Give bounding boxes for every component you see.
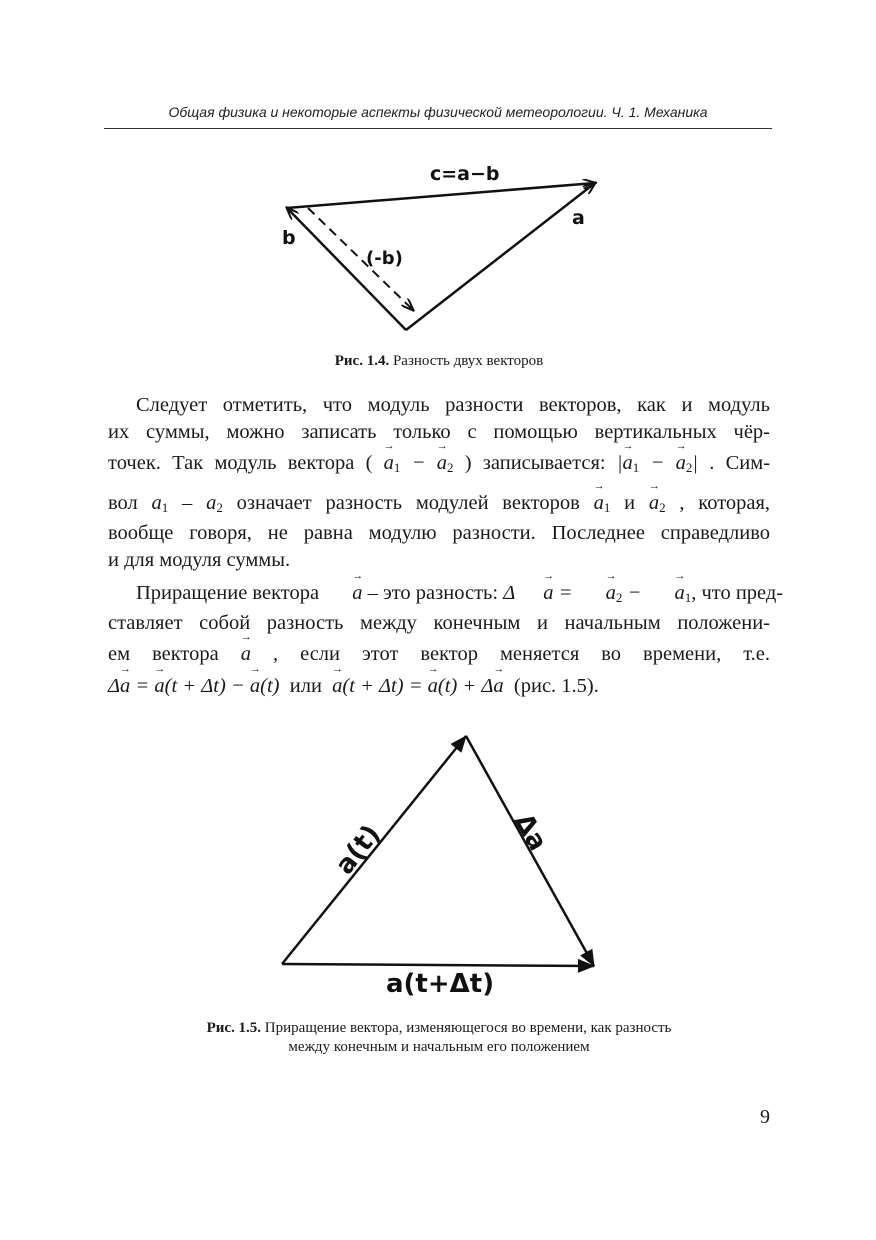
caption-1-4-text: Разность двух векторов [392,353,544,369]
p2-line-1: Приращение вектора → a – это разность: Δ→ a = → $a_2$ − → $a_1$, что пред- [108,582,770,606]
formula-abs-diff: |→ $a_1$ − → $a_2|$ [617,452,698,474]
label-a-t: a(t) [329,819,387,881]
caption-1-5 [108,1019,770,1057]
figure-1-4-diagram [270,160,610,340]
p1-line-4: вол $a_1 - a_2$ означает разность модулей векторов → $a_1$ $и \to a_2$ , которая, [108,492,770,516]
formula-a-t-dt: → a(t + Δt) = → a(t) + Δ→ a [332,675,503,697]
p2-line-3: ем вектора → a , если этот вектор меняется во времени, т.е. [108,643,770,666]
formula-vec-a-2: → a [241,643,251,665]
p1-line-1: Следует отметить, что модуль разности векторов, как и модуль [136,394,770,416]
p1-line-6: и для модуля суммы. [108,549,291,571]
caption-1-4 [108,352,770,371]
formula-vec-a1: → $a_1$ [594,492,611,514]
vector-b [287,208,406,330]
vector-a [406,183,595,330]
caption-1-5-number: Рис. 1.5. [206,1020,262,1036]
vector-c [287,183,595,208]
page-number: 9 [760,1106,770,1128]
running-head: Общая физика и некоторые аспекты физической метеорологии. Ч. 1. Механика [168,104,708,120]
formula-vec-a: → a [324,582,362,604]
formula-a1-minus-a2: → $a_1$ − → $a_2$ [384,452,454,474]
p1-line-5: вообще говоря, не равна модулю разности. Последнее справедливо [108,522,770,544]
figure-1-4 [270,160,610,340]
label-a-t-dt: a(t+Δt) [386,969,495,999]
label-c: c=a−b [430,163,500,185]
caption-1-4-number: Рис. 1.4. [334,353,390,369]
formula-vec-a2: → $a_2$ [649,492,666,514]
p1-line-3: точек. Так модуль вектора ( → $a_1$ − → $a_2$ ) записывается: |→ $a_1$ − → $a_2|$ . Сим- [108,452,770,476]
formula-delta-time: Δ→ a = → a(t + Δt) − → a(t) [108,675,280,697]
p1-line-2: их суммы, можно записать только с помощью вертикальных чёр- [108,421,770,443]
label-a: a [572,207,585,229]
vector-a-t-dt [282,964,594,966]
label-neg-b: (-b) [366,248,403,269]
formula-delta-def: Δ→ a = → $a_2$ − → $a_1$, [503,582,696,604]
label-delta-a: Δa [507,808,553,857]
caption-1-5-line-2: между конечным и начальным его положением [288,1039,590,1055]
figure-1-5-diagram [270,728,610,1008]
p2-line-4: Δ→ a = → a(t + Δt) − → a(t) или → a(t + Δt) = → a(t) + Δ→ a (рис. 1.5). [108,675,770,698]
figure-1-5 [270,728,610,1008]
formula-scalar-diff: $a_1 - a_2$ [151,492,223,515]
header-rule [104,128,772,129]
p2-line-2: ставляет собой разность между конечным и начальным положени- [108,612,770,634]
caption-1-5-line-1: Приращение вектора, изменяющегося во времени, как разность [264,1020,672,1036]
label-b: b [282,227,296,249]
